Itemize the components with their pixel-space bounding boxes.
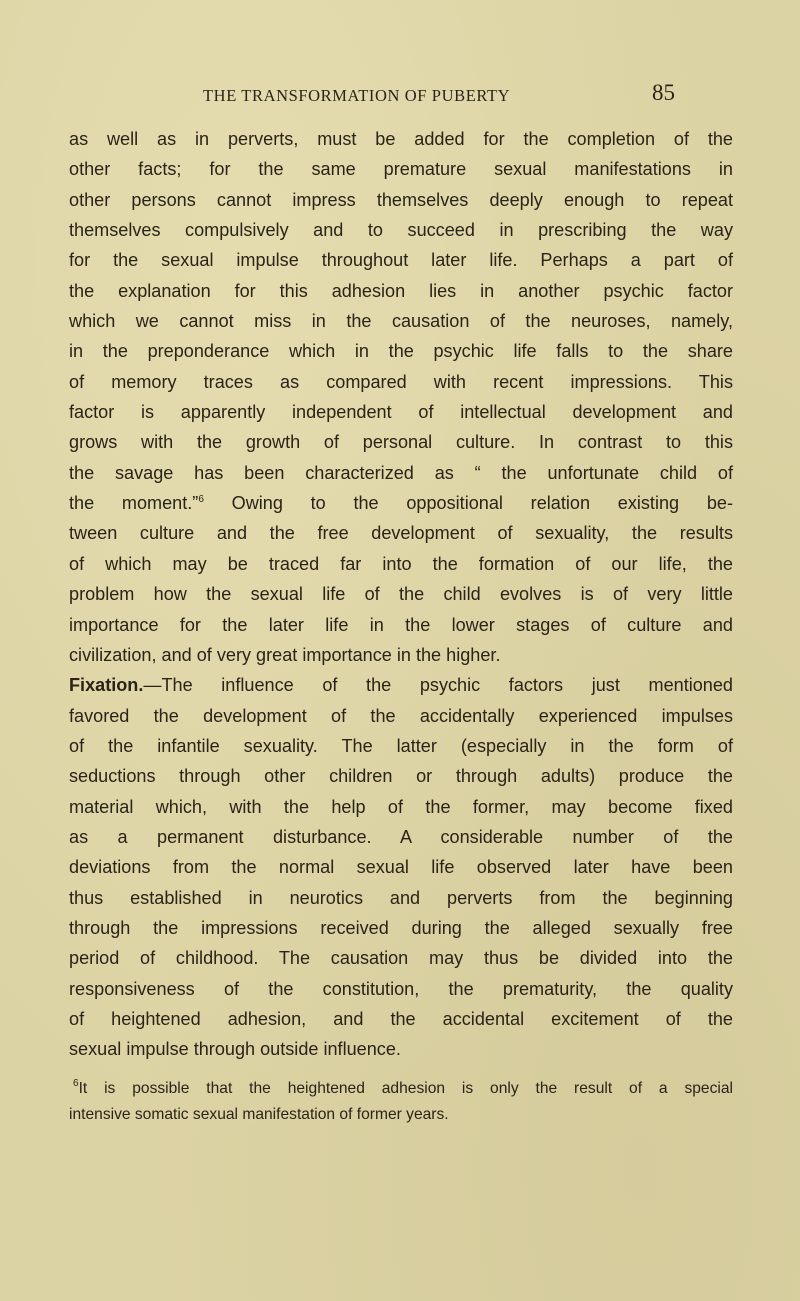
text-line: of the infantile sexuality. The latter (especially in the form of bbox=[69, 735, 733, 756]
text-fragment: Owing to the oppositional relation existing be- bbox=[203, 493, 734, 514]
footnote-line bbox=[69, 1076, 733, 1102]
text-line: factor is apparently independent of intellectual development and bbox=[69, 402, 733, 423]
footnote-text: It is possible that the heightened adhesion is only the result of a special bbox=[78, 1080, 733, 1097]
text-line: through the impressions received during the alleged sexually free bbox=[69, 917, 733, 938]
text-line: of memory traces as compared with recent impressions. This bbox=[69, 371, 733, 392]
running-header bbox=[0, 80, 800, 110]
text-line: in the preponderance which in the psychic life falls to the share bbox=[69, 341, 733, 362]
text-line: other facts; for the same premature sexual manifestations in bbox=[69, 159, 733, 180]
text-line: of heightened adhesion, and the accidental excitement of the bbox=[69, 1008, 733, 1029]
text-line: material which, with the help of the former, may become fixed bbox=[69, 796, 733, 817]
text-line: problem how the sexual life of the child evolves is of very little bbox=[69, 584, 733, 605]
text-line: as well as in perverts, must be added for the completion of the bbox=[69, 129, 733, 149]
text-line: of which may be traced far into the formation of our life, the bbox=[69, 553, 733, 574]
text-line: civilization, and of very great importance in the higher. bbox=[69, 644, 501, 665]
fixation-paragraph-first-line bbox=[69, 670, 733, 700]
text-line: grows with the growth of personal culture. In contrast to this bbox=[69, 432, 733, 453]
section-heading-fixation: Fixation. bbox=[69, 675, 144, 696]
footnote-reference: 6 bbox=[198, 494, 204, 506]
text-line: the savage has been characterized as “ the unfortunate child of bbox=[69, 462, 733, 483]
text-line: responsiveness of the constitution, the prematurity, the quality bbox=[69, 978, 733, 999]
text-line: importance for the later life in the lower stages of culture and bbox=[69, 614, 733, 635]
text-fragment: the moment.” bbox=[69, 493, 199, 514]
running-title: THE TRANSFORMATION OF PUBERTY bbox=[203, 86, 511, 105]
text-line-with-footnote-ref bbox=[69, 488, 733, 518]
text-line: sexual impulse through outside influence. bbox=[69, 1039, 401, 1060]
text-line: themselves compulsively and to succeed in prescribing the way bbox=[69, 220, 733, 241]
text-line: favored the development of the accidentally experienced impulses bbox=[69, 705, 733, 726]
text-line: other persons cannot impress themselves deeply enough to repeat bbox=[69, 189, 733, 210]
footnote-marker: 6 bbox=[73, 1078, 79, 1089]
text-line: period of childhood. The causation may thus be divided into the bbox=[69, 948, 733, 969]
text-line: tween culture and the free development of sexuality, the results bbox=[69, 523, 733, 544]
text-fragment: —The influence of the psychic factors just mentioned bbox=[143, 675, 733, 696]
text-line: seductions through other children or through adults) produce the bbox=[69, 766, 733, 787]
footnote-line: intensive somatic sexual manifestation of former years. bbox=[69, 1106, 449, 1123]
text-line: as a permanent disturbance. A considerable number of the bbox=[69, 826, 733, 847]
text-line: which we cannot miss in the causation of the neuroses, namely, bbox=[69, 311, 733, 332]
text-line: for the sexual impulse throughout later life. Perhaps a part of bbox=[69, 250, 733, 271]
text-line: thus established in neurotics and perverts from the beginning bbox=[69, 887, 733, 908]
text-line: the explanation for this adhesion lies in another psychic factor bbox=[69, 280, 733, 301]
page-number: 85 bbox=[652, 80, 675, 105]
text-line: deviations from the normal sexual life observed later have been bbox=[69, 857, 733, 878]
